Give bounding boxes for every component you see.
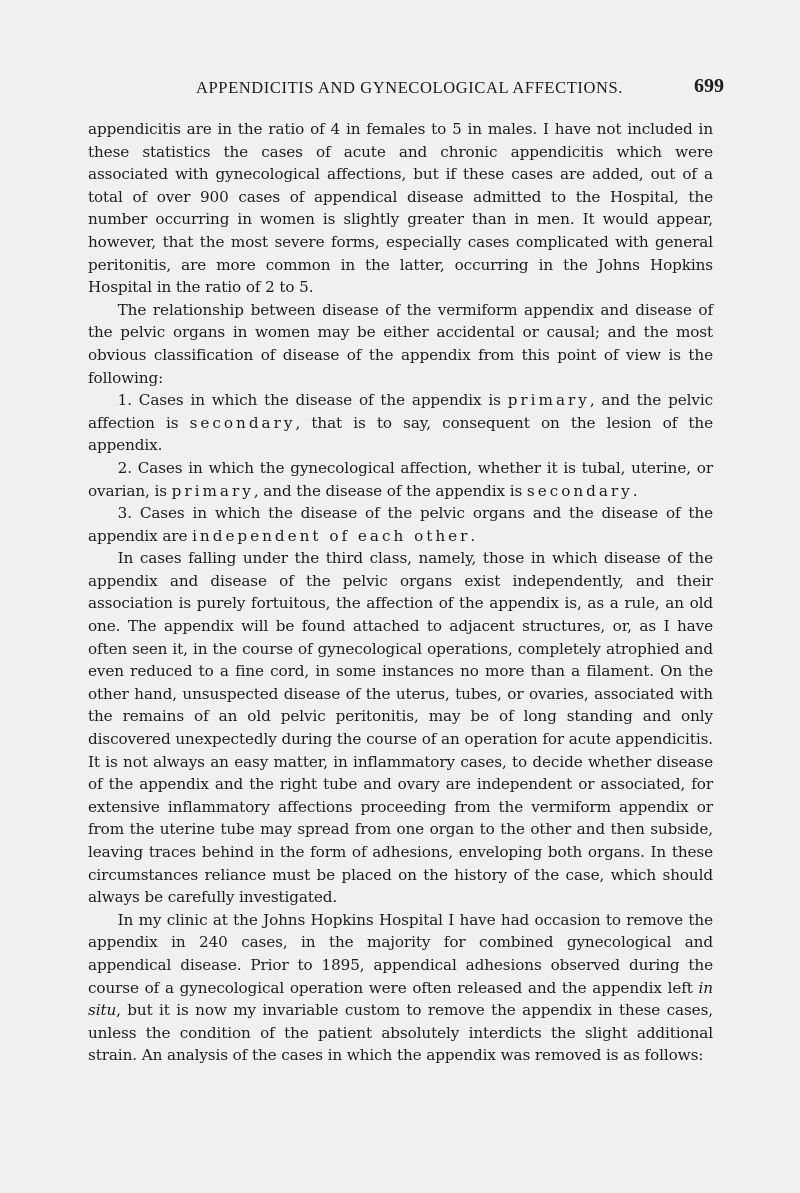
clinic-text-a: In my clinic at the Johns Hopkins Hospital I have had occasion to remove the appendix in 240 cases, in the majority for combined gynecological and appendical disease. Prior to 1895, appendical adhesions observed during the course of a gynecological operation were often released and the appendix left <box>88 910 713 997</box>
page-header <box>0 75 800 102</box>
item-2-emphasis-secondary: secondary <box>526 481 633 500</box>
paragraph-relationship: The relationship between disease of the vermiform appendix and disease of the pelvic organs in women may be either accidental or causal; and the most obvious classification of disease of the appendix from this point of view is the following: <box>88 300 713 387</box>
page-number: 699 <box>694 75 724 97</box>
item-1-emphasis-primary: primary <box>507 391 590 410</box>
text-body <box>88 118 713 1067</box>
running-head: APPENDICITIS AND GYNECOLOGICAL AFFECTIONS. <box>196 78 624 97</box>
item-1-text-c: , and the pelvic affection is <box>88 391 713 432</box>
paragraph-continuation: appendicitis are in the ratio of 4 in females to 5 in males. I have not included in these statistics the cases of acute and chronic appendicitis which were associated with gynecological affections, but if these cases are added, out of a total of over 900 cases of appendical disease admitted to the Hospital, the number occurring in women is slightly greater than in men. It would appear, however, that the most severe forms, especially cases complicated with general peritonitis, are more common in the latter, occurring in the Johns Hopkins Hospital in the ratio of 2 to 5. <box>88 120 713 297</box>
item-3-text-c: . <box>470 526 476 545</box>
paragraph-third-class: In cases falling under the third class, namely, those in which disease of the appendix and disease of the pelvic organs exist independently, and their association is purely fortuitous, the affection of the appendix is, as a rule, an old one. The appendix will be found attached to adjacent structures, or, as I have often seen it, in the course of gynecological operations, completely atrophied and even reduced to a fine cord, in some instances no more than a filament. On the other hand, unsuspected disease of the uterus, tubes, or ovaries, associated with the remains of an old pelvic peritonitis, may be of long standing and only discovered unexpectedly during the course of an operation for acute appendicitis. It is not always an easy matter, in inflammatory cases, to decide whether disease of the appendix and the right tube and ovary are independent or associated, for extensive inflammatory affections proceeding from the vermiform appendix or from the uterine tube may spread from one organ to the other and then subside, leaving traces behind in the form of adhesions, enveloping both organs. In these circumstances reliance must be placed on the history of the case, which should always be carefully investigated. <box>88 549 713 907</box>
item-2-text-e: . <box>632 481 638 500</box>
item-3-emphasis-independent: independent of each other <box>192 526 471 545</box>
item-1-text-a: 1. Cases in which the disease of the appendix is <box>117 391 508 410</box>
classification-item-3 <box>88 502 713 547</box>
item-1-emphasis-secondary: secondary <box>189 413 296 432</box>
classification-item-2 <box>88 457 713 502</box>
classification-item-1 <box>88 389 713 457</box>
item-3-text-a: 3. Cases in which the disease of the pelvic organs and the disease of the appendix are <box>88 504 713 545</box>
item-2-text-c: , and the disease of the appendix is <box>253 481 527 500</box>
item-2-emphasis-primary: primary <box>171 481 254 500</box>
item-2-text-a: 2. Cases in which the gynecological affection, whether it is tubal, uterine, or ovarian, is <box>88 458 713 500</box>
clinic-italic-in-situ: in situ <box>88 978 713 1020</box>
clinic-text-c: , but it is now my invariable custom to remove the appendix in these cases, unless the condition of the patient absolutely interdicts the slight additional strain. An analysis of the cases in which the appendix was removed is as follows: <box>88 1001 713 1065</box>
paragraph-clinic <box>88 909 713 1067</box>
item-1-text-e: , that is to say, consequent on the lesion of the appendix. <box>88 413 713 455</box>
